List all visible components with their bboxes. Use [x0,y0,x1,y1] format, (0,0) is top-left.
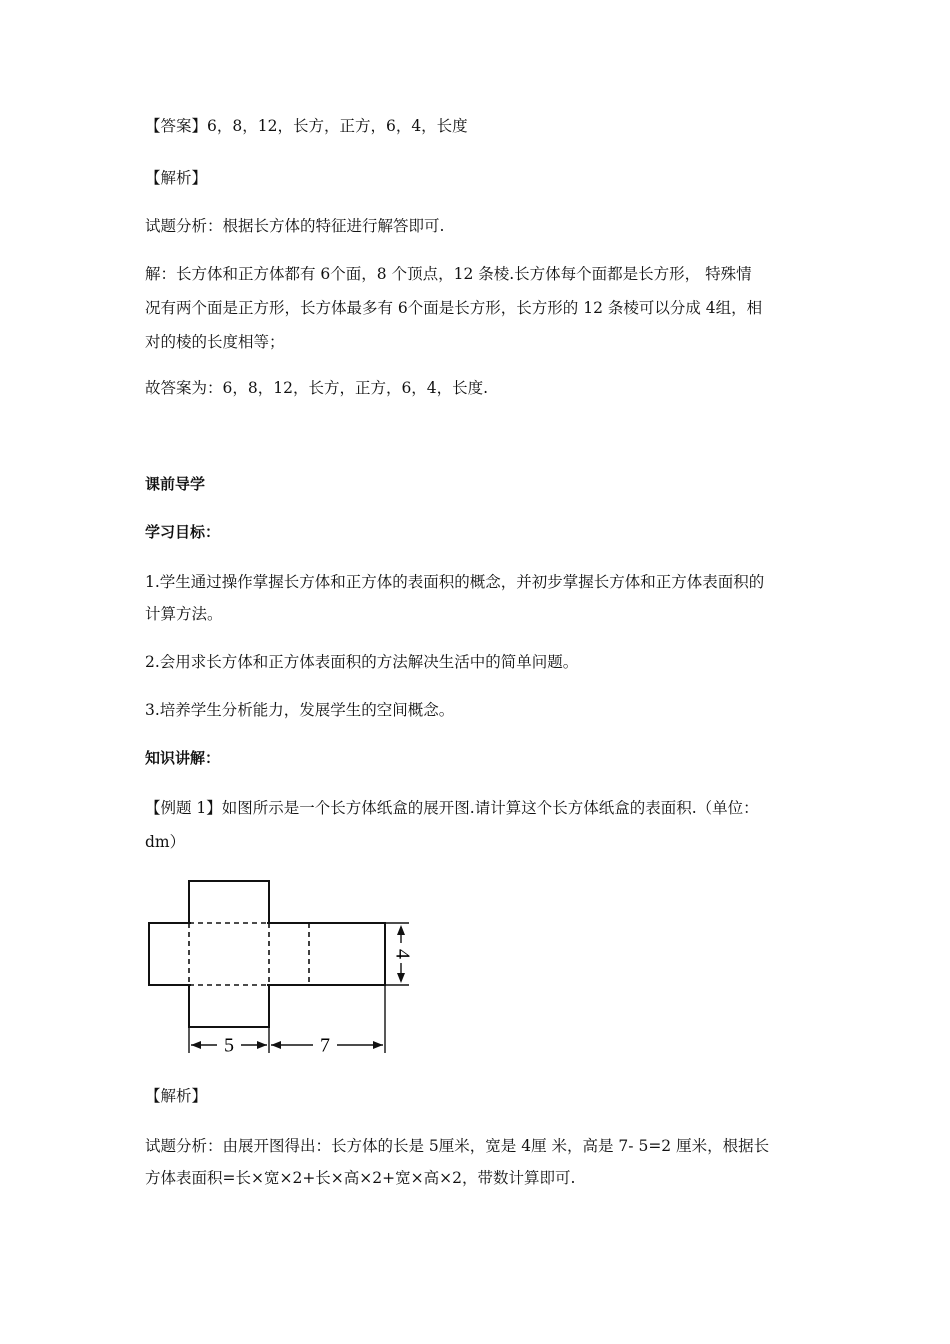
section-title: 课前导学 [145,475,206,493]
height-label: 4 [391,949,414,959]
solution-line-1: 解：长方体和正方体都有 6个面，8 个顶点，12 条棱.长方体每个面都是长方形， 特殊情 [145,265,752,283]
width-arrow-right [257,1041,267,1049]
net-top-face [189,881,269,923]
example-line-2: dm） [145,833,186,851]
analysis2-label: 【解析】 [145,1087,208,1105]
goal-2: 2.会用求长方体和正方体表面积的方法解决生活中的简单问题。 [145,653,579,671]
length-arrow-right [373,1041,383,1049]
height-arrow-up [397,925,405,935]
final-answer: 故答案为：6，8，12，长方，正方，6，4，长度. [145,379,489,397]
solution-line-3: 对的棱的长度相等； [145,333,285,351]
analysis2-hint-line-2: 方体表面积=长×宽×2+长×高×2+宽×高×2，带数计算即可. [145,1169,576,1187]
length-arrow-left [271,1041,281,1049]
analysis-label: 【解析】 [145,169,208,187]
box-net-diagram [145,875,425,1065]
goal-1-line-2: 计算方法。 [145,605,223,623]
analysis2-hint-line-1: 试题分析：由展开图得出：长方体的长是 5厘米，宽是 4厘 米，高是 7- 5=2 厘米，根据长 [145,1137,770,1155]
net-middle-band [149,923,385,985]
answer-line [145,114,810,138]
knowledge-title: 知识讲解： [145,749,221,767]
solution-line-2: 况有两个面是正方形，长方体最多有 6个面是长方形，长方形的 12 条棱可以分成 4组，相 [145,299,763,317]
answer-text: 6，8，12，长方，正方，6，4，长度 [207,117,468,135]
height-arrow-down [397,973,405,983]
analysis-hint: 试题分析：根据长方体的特征进行解答即可. [145,217,445,235]
goal-3: 3.培养学生分析能力，发展学生的空间概念。 [145,701,455,719]
length-label: 7 [320,1034,330,1057]
width-label: 5 [224,1034,234,1057]
goal-1-line-1: 1.学生通过操作掌握长方体和正方体的表面积的概念，并初步掌握长方体和正方体表面积的 [145,573,765,591]
width-arrow-left [191,1041,201,1049]
answer-label: 【答案】 [145,117,208,135]
goals-title: 学习目标： [145,523,221,541]
example-line-1: 【例题 1】如图所示是一个长方体纸盒的展开图.请计算这个长方体纸盒的表面积.（单位： [145,799,759,817]
net-bottom-face [189,985,269,1027]
